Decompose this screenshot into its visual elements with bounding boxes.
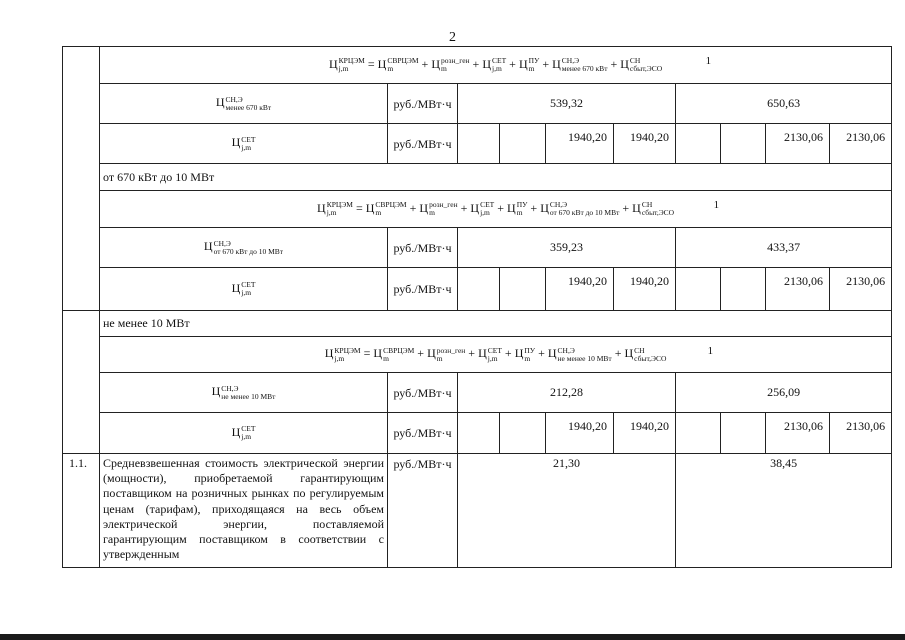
value-cell: 1940,20 xyxy=(546,268,614,311)
value-cell: 1940,20 xyxy=(546,124,614,164)
scan-edge-shadow xyxy=(0,634,905,640)
unit-cell: руб./МВт·ч xyxy=(388,124,458,164)
formula-over-10mw: Ц КРЦЭМ j,m = Ц СВРЦЭМ m + Ц розн_ген m + Ц СЕТ j,m + Ц ПУ m + Ц СН,Э не менее 10 МВт + Ц СН сбыт,ЭСО 1 xyxy=(100,337,892,373)
empty-cell xyxy=(458,268,500,311)
value-cell: 212,28 xyxy=(458,373,676,413)
item-number: 1.1. xyxy=(63,454,100,568)
formula-footnote-mark: 1 xyxy=(705,55,712,67)
value-cell: 539,32 xyxy=(458,84,676,124)
value-cell: 1940,20 xyxy=(614,124,676,164)
value-cell: 359,23 xyxy=(458,228,676,268)
empty-cell xyxy=(721,413,766,454)
empty-cell xyxy=(500,124,546,164)
value-cell: 38,45 xyxy=(676,454,892,568)
unit-cell: руб./МВт·ч xyxy=(388,454,458,568)
unit-cell: руб./МВт·ч xyxy=(388,84,458,124)
formula-under-670kw: Ц КРЦЭМ j,m = Ц СВРЦЭМ m + Ц розн_ген m + Ц СЕТ j,m + Ц ПУ m + Ц СН,Э менее 670 кВт + Ц СН сбыт,ЭСО 1 xyxy=(100,47,892,84)
value-cell: 1940,20 xyxy=(614,413,676,454)
symbol-sn-e-over-10: Ц СН,Э не менее 10 МВт xyxy=(100,373,388,413)
empty-cell xyxy=(721,124,766,164)
tariff-table xyxy=(62,46,892,568)
symbol-set-jm: Ц СЕТ j,m xyxy=(100,124,388,164)
formula-footnote-mark: 1 xyxy=(713,199,720,211)
number-cell-empty xyxy=(63,311,100,454)
unit-cell: руб./МВт·ч xyxy=(388,228,458,268)
section-heading: от 670 кВт до 10 МВт xyxy=(100,164,892,191)
number-cell-empty xyxy=(63,47,100,311)
unit-cell: руб./МВт·ч xyxy=(388,268,458,311)
empty-cell xyxy=(500,413,546,454)
formula-footnote-mark: 1 xyxy=(707,345,714,357)
value-cell: 2130,06 xyxy=(830,268,892,311)
empty-cell xyxy=(500,268,546,311)
item-description: Средневзвешенная стоимость электрической энергии (мощности), приобретаемой гарантирующим поставщиком на розничных рынках по регулируемым ценам (тарифам), приходящаяся на весь объем электрической энергии, поставляемой гарантирующим поставщиком в соответствии с утвержденным xyxy=(100,454,388,568)
empty-cell xyxy=(721,268,766,311)
value-cell: 1940,20 xyxy=(614,268,676,311)
empty-cell xyxy=(676,268,721,311)
unit-cell: руб./МВт·ч xyxy=(388,373,458,413)
value-cell: 2130,06 xyxy=(766,124,830,164)
value-cell: 1940,20 xyxy=(546,413,614,454)
symbol-sn-e-under-670: Ц СН,Э менее 670 кВт xyxy=(100,84,388,124)
value-cell: 433,37 xyxy=(676,228,892,268)
value-cell: 21,30 xyxy=(458,454,676,568)
empty-cell xyxy=(458,124,500,164)
value-cell: 2130,06 xyxy=(830,413,892,454)
empty-cell xyxy=(676,413,721,454)
symbol-set-jm: Ц СЕТ j,m xyxy=(100,413,388,454)
unit-cell: руб./МВт·ч xyxy=(388,413,458,454)
value-cell: 2130,06 xyxy=(830,124,892,164)
value-cell: 2130,06 xyxy=(766,413,830,454)
section-heading: не менее 10 МВт xyxy=(100,311,892,337)
value-cell: 256,09 xyxy=(676,373,892,413)
empty-cell xyxy=(676,124,721,164)
empty-cell xyxy=(458,413,500,454)
value-cell: 2130,06 xyxy=(766,268,830,311)
symbol-sn-e-670-10: Ц СН,Э от 670 кВт до 10 МВт xyxy=(100,228,388,268)
formula-670kw-10mw: Ц КРЦЭМ j,m = Ц СВРЦЭМ m + Ц розн_ген m + Ц СЕТ j,m + Ц ПУ m + Ц СН,Э от 670 кВт до 10 МВт + Ц СН сбыт,ЭСО 1 xyxy=(100,191,892,228)
symbol-set-jm: Ц СЕТ j,m xyxy=(100,268,388,311)
value-cell: 650,63 xyxy=(676,84,892,124)
page-number: 2 xyxy=(449,30,456,45)
